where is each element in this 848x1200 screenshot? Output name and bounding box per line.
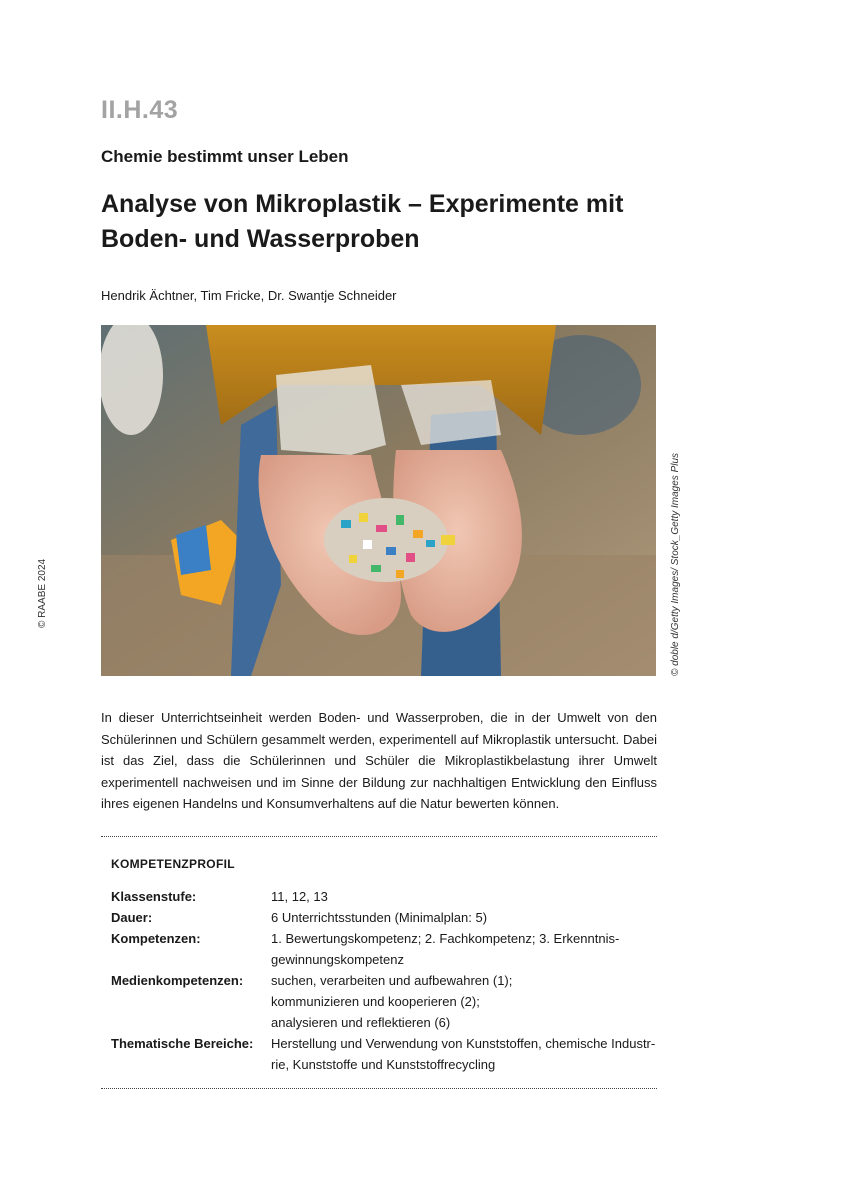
title-line-2: Boden- und Wasserproben (101, 225, 420, 253)
kp-value-line: rie, Kunststoffe und Kunststoffrecycling (271, 1057, 496, 1072)
kp-row-kompetenzen (111, 928, 657, 970)
divider-bottom (101, 1088, 657, 1089)
kp-label: Dauer: (111, 910, 153, 925)
kp-value-line: 11, 12, 13 (271, 889, 328, 904)
kp-value (271, 907, 657, 928)
kp-value (271, 1033, 657, 1075)
kp-value (271, 970, 657, 1033)
kp-label: Thematische Bereiche: (111, 1036, 254, 1051)
cover-photo (101, 325, 656, 676)
copyright-note: © RAABE 2024 (37, 558, 48, 628)
kp-value (271, 886, 657, 907)
title-line-1: Analyse von Mikroplastik – Experimente mit (101, 190, 624, 218)
page-title (101, 187, 661, 257)
kompetenzprofil-heading: KOMPETENZPROFIL (111, 857, 235, 871)
kp-value-line: kommunizieren und kooperieren (2); (271, 994, 480, 1009)
kp-row-thematische-bereiche (111, 1033, 657, 1075)
series-title: Chemie bestimmt unser Leben (101, 147, 349, 166)
kp-row-klassenstufe (111, 886, 657, 907)
divider-top (101, 836, 657, 837)
kp-value-line: 6 Unterrichtsstunden (Minimalplan: 5) (271, 910, 488, 925)
image-credit: © doble d/Getty Images/ Stock_Getty Images Plus (670, 452, 681, 676)
intro-paragraph: In dieser Unterrichtseinheit werden Boden- und Wasserproben, die in der Umwelt von den Schülerinnen und Schülern gesammelt werden, experimentell auf Mikroplastik untersucht. Dabei ist das Ziel, dass die Schülerinnen und Schüler die Mikroplastikbelastung ihrer Umwelt experimentell nachweisen und im Sinne der Bildung zur nachhaltigen Entwicklung den Einfluss ihres eigenen Handelns und Konsumverhaltens auf die Natur bewerten können. (101, 710, 657, 812)
kp-row-dauer (111, 907, 657, 928)
kp-value-line: analysieren und reflektieren (6) (271, 1015, 451, 1030)
kp-value-line: suchen, verarbeiten und aufbewahren (1); (271, 973, 513, 988)
authors: Hendrik Ächtner, Tim Fricke, Dr. Swantje Schneider (101, 288, 397, 303)
kp-value-line: 1. Bewertungskompetenz; 2. Fachkompetenz; 3. Erkenntnis- (271, 931, 620, 946)
kp-value (271, 928, 657, 970)
microplastic-hands-photo (101, 325, 656, 676)
kompetenzprofil-table (111, 886, 657, 1075)
kp-label: Medienkompetenzen: (111, 973, 244, 988)
kp-value-line: Herstellung und Verwendung von Kunststoffen, chemische Industr- (271, 1036, 656, 1051)
kp-label: Kompetenzen: (111, 931, 201, 946)
kp-row-medienkompetenzen (111, 970, 657, 1033)
unit-code: II.H.43 (101, 96, 179, 124)
kp-label: Klassenstufe: (111, 889, 197, 904)
kp-value-line: gewinnungskompetenz (271, 952, 404, 967)
